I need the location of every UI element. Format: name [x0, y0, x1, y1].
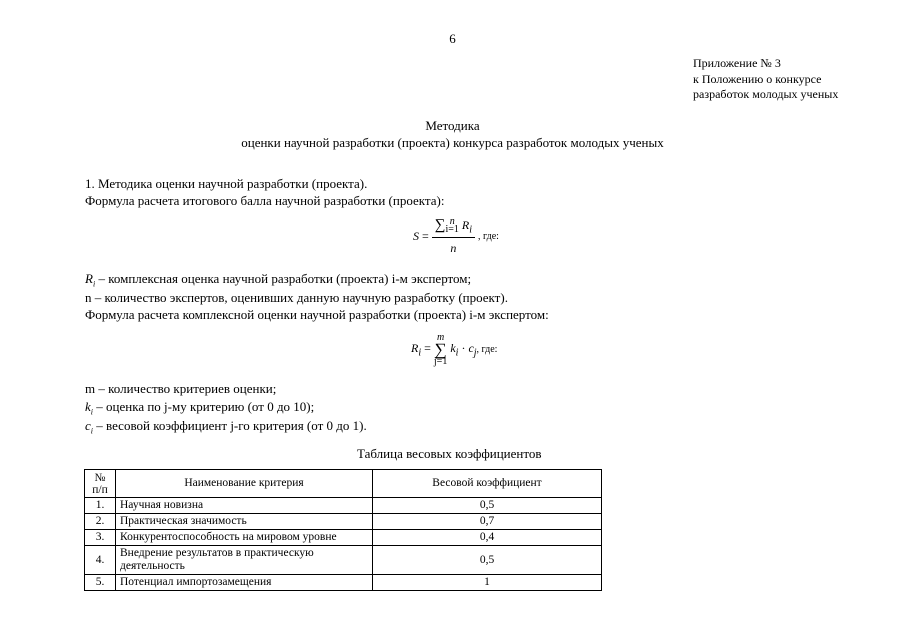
formula2-eq: =: [424, 340, 431, 355]
document-subtitle: оценки научной разработки (проекта) конкурса разработок молодых ученых: [241, 135, 664, 150]
formula2-c: c: [468, 340, 474, 355]
formula-complex-score: [411, 333, 497, 366]
formula1-upper: n: [449, 216, 455, 228]
row-weight: 0,5: [373, 498, 602, 514]
annex-line-1: Приложение № 3: [693, 56, 781, 70]
var-c-sub: i: [90, 426, 94, 436]
formula-total-score: [413, 217, 499, 256]
row-number: 2.: [85, 514, 116, 530]
formula1-lhs: S: [413, 229, 419, 244]
formula1-term: R: [461, 218, 470, 232]
section-heading: 1. Методика оценки научной разработки (проекта).: [85, 176, 368, 191]
formula2-c-sub: j: [473, 347, 477, 359]
page-number: 6: [449, 31, 456, 46]
row-weight: 0,5: [373, 546, 602, 575]
definition-c-text: – весовой коэффициент j-го критерия (от 0 до 1).: [93, 418, 367, 433]
definition-n: n – количество экспертов, оценивших данную научную разработку (проект).: [85, 290, 508, 305]
table-row: [85, 575, 602, 591]
var-k-sub: i: [90, 407, 94, 417]
row-number: 1.: [85, 498, 116, 514]
row-weight: 0,7: [373, 514, 602, 530]
definition-k-text: – оценка по j-му критерию (от 0 до 10);: [93, 399, 315, 414]
var-c: c: [85, 418, 91, 433]
table-row: [85, 498, 602, 514]
formula1-lower: i=1: [445, 224, 459, 236]
var-R: R: [85, 271, 93, 286]
table-row: [85, 514, 602, 530]
formula2-lhs-sub: i: [418, 347, 422, 359]
var-k: k: [85, 399, 91, 414]
row-number: 5.: [85, 575, 116, 591]
row-number: 4.: [85, 546, 116, 575]
header-number-line-2: п/п: [92, 483, 108, 496]
row-weight: 0,4: [373, 530, 602, 546]
header-weight: Весовой коэффициент: [373, 470, 602, 498]
formula2-lower: j=1: [433, 356, 448, 367]
formula1-fraction: [432, 217, 475, 256]
table-header-row: [85, 470, 602, 498]
annex-line-3: разработок молодых ученых: [693, 87, 839, 101]
formula2-sum-sign: ∑: [434, 340, 447, 359]
formula2-intro: Формула расчета комплексной оценки научной разработки (проекта) i-м экспертом:: [85, 307, 549, 322]
formula2-lhs: R: [411, 340, 419, 355]
header-criterion-name: Наименование критерия: [116, 470, 373, 498]
row-criterion: Научная новизна: [116, 498, 373, 514]
definition-m: m – количество критериев оценки;: [85, 381, 277, 396]
definition-c: [85, 417, 367, 440]
row-weight: 1: [373, 575, 602, 591]
formula2-k: k: [450, 340, 456, 355]
table-row: [85, 546, 602, 575]
document-title: Методика: [425, 118, 480, 133]
formula2-dot: ·: [461, 340, 466, 355]
formula1-term-sub: i: [469, 224, 473, 236]
formula2-upper: m: [437, 332, 445, 343]
row-criterion: Конкурентоспособность на мировом уровне: [116, 530, 373, 546]
formula1-suffix: , где:: [478, 231, 499, 243]
weights-table: [84, 469, 602, 591]
row-criterion: Потенциал импортозамещения: [116, 575, 373, 591]
row-criterion: Внедрение результатов в практическую деятельность: [116, 546, 373, 575]
formula1-denominator: n: [450, 241, 457, 256]
annex-header: [693, 56, 838, 103]
row-number: 3.: [85, 530, 116, 546]
formula1-eq: =: [422, 229, 429, 244]
table-caption: Таблица весовых коэффициентов: [357, 446, 542, 461]
formula2-suffix: , где:: [476, 343, 498, 355]
definition-Ri-text: – комплексная оценка научной разработки (проекта) i-м экспертом;: [95, 271, 472, 286]
header-number: [85, 470, 116, 498]
header-number-line-1: №: [94, 471, 106, 484]
row-criterion: Практическая значимость: [116, 514, 373, 530]
formula2-k-sub: i: [455, 347, 459, 359]
table-row: [85, 530, 602, 546]
formula1-intro: Формула расчета итогового балла научной разработки (проекта):: [85, 193, 445, 208]
var-R-sub: i: [92, 279, 96, 289]
formula1-sum-sign: ∑: [434, 217, 446, 233]
annex-line-2: к Положению о конкурсе: [693, 71, 822, 86]
